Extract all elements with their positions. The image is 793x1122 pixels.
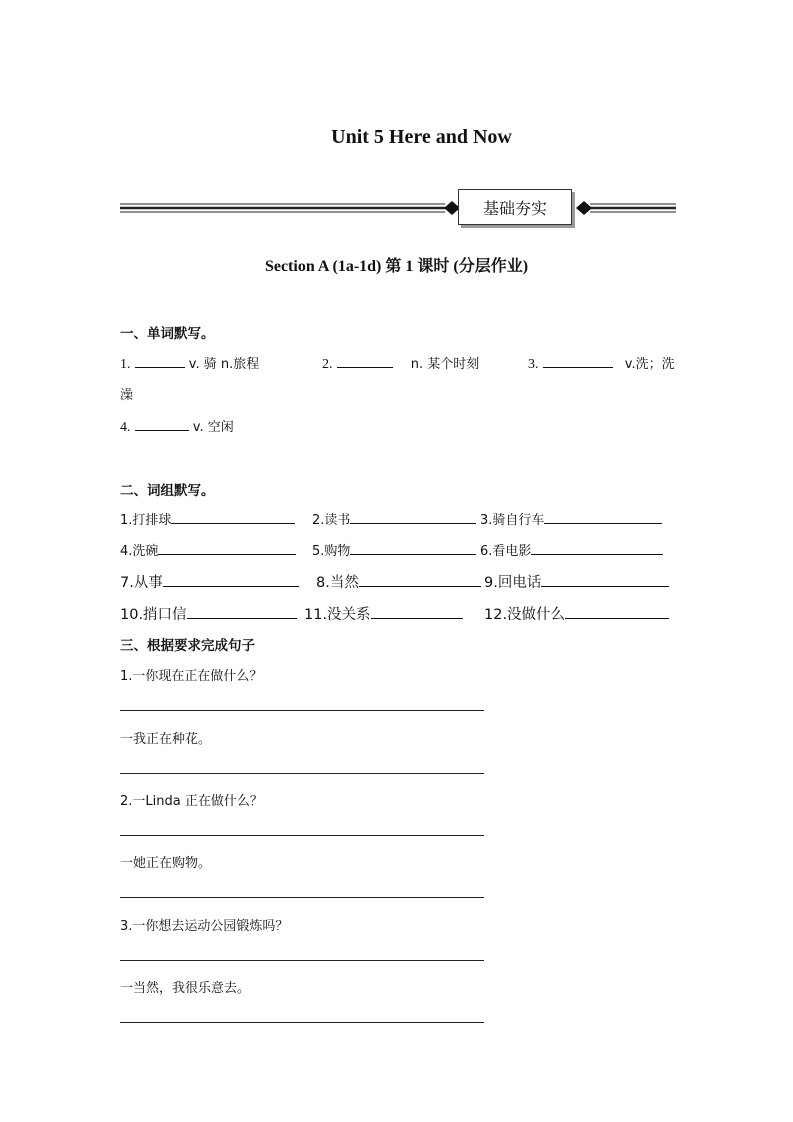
answer-blank[interactable]: [359, 572, 481, 587]
question-prompt: 2.一Linda 正在做什么？: [120, 794, 263, 809]
answer-blank[interactable]: [135, 416, 189, 431]
phrase-label: 3.骑自行车: [480, 513, 545, 528]
answer-blank[interactable]: [543, 353, 613, 368]
phrase-label: 8.当然: [316, 575, 359, 591]
answer-blank[interactable]: [541, 572, 669, 587]
answer-blank[interactable]: [187, 604, 297, 619]
phrase-item: [304, 603, 463, 624]
item-number: 4.: [120, 420, 131, 435]
answer-line[interactable]: [120, 1022, 484, 1023]
answer-blank[interactable]: [158, 540, 296, 555]
answer-prompt: 一她正在购物。: [120, 856, 212, 871]
answer-blank[interactable]: [531, 540, 663, 555]
item-number: 3.: [528, 357, 539, 372]
answer-line[interactable]: [120, 773, 484, 774]
phrase-item: [312, 509, 476, 528]
banner-rule: [120, 186, 676, 230]
part1-item-3: [528, 353, 675, 373]
answer-blank[interactable]: [350, 509, 476, 524]
answer-line[interactable]: [120, 835, 484, 836]
answer-line[interactable]: [120, 960, 484, 961]
answer-blank[interactable]: [337, 353, 393, 368]
phrase-label: 2.读书: [312, 513, 351, 528]
phrase-item: [120, 509, 295, 528]
phrase-item: [120, 571, 299, 592]
phrase-item: [480, 540, 663, 559]
part1-item-4: [120, 416, 234, 436]
phrase-item: [120, 540, 296, 559]
answer-blank[interactable]: [544, 509, 662, 524]
phrase-label: 10.捎口信: [120, 607, 187, 623]
phrase-label: 7.从事: [120, 575, 163, 591]
phrase-label: 4.洗碗: [120, 544, 159, 559]
phrase-item: [120, 603, 297, 624]
item-number: 1.: [120, 357, 131, 372]
question-prompt: 1.一你现在正在做什么？: [120, 669, 263, 684]
answer-blank[interactable]: [135, 353, 185, 368]
phrase-label: 9.回电话: [484, 575, 542, 591]
phrase-item: [484, 603, 669, 624]
answer-blank[interactable]: [163, 572, 299, 587]
answer-prompt: 一我正在种花。: [120, 732, 212, 747]
item-gloss: n. 某个时刻: [410, 357, 480, 372]
answer-blank[interactable]: [371, 604, 463, 619]
phrase-label: 6.看电影: [480, 544, 532, 559]
section-banner: [120, 186, 676, 230]
phrase-item: [484, 571, 669, 592]
item-gloss: v.洗；洗: [624, 357, 675, 372]
part1-item-1: [120, 353, 259, 373]
item-gloss: v. 骑 n.旅程: [188, 357, 260, 372]
question-prompt: 3.一你想去运动公园锻炼吗？: [120, 919, 289, 934]
phrase-item: [312, 540, 476, 559]
phrase-label: 5.购物: [312, 544, 351, 559]
item-number: 2.: [322, 357, 333, 372]
part1-item-2: [322, 353, 479, 373]
answer-prompt: 一当然，我很乐意去。: [120, 981, 251, 996]
answer-blank[interactable]: [565, 604, 669, 619]
phrase-item: [480, 509, 662, 528]
phrase-item: [316, 571, 481, 592]
answer-line[interactable]: [120, 710, 484, 711]
phrase-label: 12.没做什么: [484, 607, 566, 623]
part1-heading: 一、单词默写。: [120, 326, 215, 342]
item-gloss: v. 空闲: [192, 420, 234, 435]
part3-heading: 三、根据要求完成句子: [120, 638, 255, 654]
answer-blank[interactable]: [171, 509, 295, 524]
phrase-label: 1.打排球: [120, 513, 172, 528]
banner-label: 基础夯实: [458, 189, 572, 225]
answer-blank[interactable]: [350, 540, 476, 555]
section-subtitle: Section A (1a-1d) 第 1 课时 (分层作业): [264, 258, 529, 275]
page-title: Unit 5 Here and Now: [331, 126, 512, 148]
answer-line[interactable]: [120, 897, 484, 898]
part2-heading: 二、词组默写。: [120, 483, 215, 499]
part1-item-3-wrap: 澡: [120, 388, 134, 403]
phrase-label: 11.没关系: [304, 607, 371, 623]
